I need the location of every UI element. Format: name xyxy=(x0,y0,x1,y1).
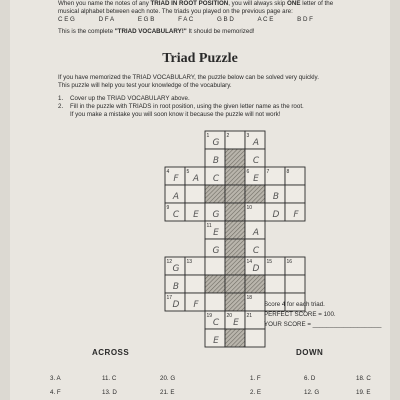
across-clue: 13. D xyxy=(102,389,117,396)
triad-item: G B D xyxy=(216,16,234,23)
grid-cell[interactable] xyxy=(245,293,265,311)
score-rule: Score 4 for each triad. xyxy=(264,301,325,308)
down-clue: 18. C xyxy=(356,375,371,382)
your-score-blank[interactable]: ____________________ xyxy=(312,321,382,328)
across-heading: ACROSS xyxy=(92,348,130,357)
grid-cell[interactable] xyxy=(205,293,225,311)
paragraph-line1: If you have memorized the TRIAD VOCABULARY, the puzzle below can be solved very quickly. xyxy=(58,74,319,81)
cell-letter: E xyxy=(213,336,219,346)
cell-number: 5 xyxy=(186,169,190,175)
grid-cell[interactable] xyxy=(285,203,305,221)
intro-line1-suffix: letter of the xyxy=(300,0,334,7)
grid-cell[interactable] xyxy=(165,275,185,293)
grid-cell[interactable] xyxy=(265,167,285,185)
grid-cell[interactable] xyxy=(205,149,225,167)
grid-cell[interactable] xyxy=(265,275,285,293)
step-text: Fill in the puzzle with TRIADS in root position, using the given letter name as the root. xyxy=(70,103,304,110)
intro-line1-bold: TRIAD IN ROOT POSITION xyxy=(150,0,229,7)
cell-number: 21 xyxy=(246,313,253,319)
across-clue: 11. C xyxy=(102,375,117,382)
grid-cell[interactable] xyxy=(245,311,265,329)
cell-number: 20 xyxy=(226,313,233,319)
grid-cell[interactable] xyxy=(165,203,185,221)
shaded-cell xyxy=(225,167,245,185)
shaded-cell xyxy=(205,275,225,293)
cell-number: 15 xyxy=(266,259,273,265)
grid-cell[interactable] xyxy=(185,167,205,185)
cell-letter: E xyxy=(253,174,259,184)
cell-letter: F xyxy=(193,300,199,310)
cell-letter: G xyxy=(172,264,180,274)
shaded-cell xyxy=(225,329,245,347)
cell-letter: F xyxy=(173,174,179,184)
grid-cell[interactable] xyxy=(245,149,265,167)
cell-number: 17 xyxy=(166,295,173,301)
grid-cell[interactable] xyxy=(245,203,265,221)
intro-line2: musical alphabet between each note. The triads you played on the previous page are: xyxy=(58,8,293,15)
step-text: If you make a mistake you will soon know it because the puzzle will not work! xyxy=(70,111,281,118)
cell-number: 19 xyxy=(206,313,213,319)
grid-cell[interactable] xyxy=(285,185,305,203)
shaded-cell xyxy=(225,293,245,311)
grid-cell[interactable] xyxy=(205,221,225,239)
across-clue: 3. A xyxy=(50,375,61,382)
vocabulary-note-bold: "TRIAD VOCABULARY!" xyxy=(114,28,187,35)
cell-letter: C xyxy=(212,174,220,184)
grid-cell[interactable] xyxy=(245,167,265,185)
cell-number: 3 xyxy=(246,133,250,139)
grid-cell[interactable] xyxy=(185,275,205,293)
triad-item: A C E xyxy=(257,16,274,23)
grid-cell[interactable] xyxy=(185,293,205,311)
shaded-cell xyxy=(245,185,265,203)
cell-letter: F xyxy=(293,210,299,220)
cell-number: 9 xyxy=(166,205,170,211)
cell-number: 8 xyxy=(286,169,290,175)
shaded-cell xyxy=(225,203,245,221)
grid-cell[interactable] xyxy=(285,257,305,275)
step-number: 1. xyxy=(58,95,64,102)
intro-line1-bold2: ONE xyxy=(287,0,301,7)
cell-letter: G xyxy=(212,138,220,148)
grid-cell[interactable] xyxy=(205,329,225,347)
cell-letter: E xyxy=(213,228,219,238)
down-clue: 1. F xyxy=(250,375,261,382)
grid-cell[interactable] xyxy=(205,203,225,221)
cell-letter: B xyxy=(212,156,220,166)
cell-letter: C xyxy=(252,246,260,256)
down-heading: DOWN xyxy=(296,348,324,357)
across-clue: 20. G xyxy=(160,375,176,382)
cell-letter: A xyxy=(252,138,260,148)
grid-cell[interactable] xyxy=(245,221,265,239)
grid-cell[interactable] xyxy=(285,167,305,185)
cell-letter: B xyxy=(172,282,180,292)
cell-letter: G xyxy=(212,246,220,256)
grid-cell[interactable] xyxy=(245,131,265,149)
grid-cell[interactable] xyxy=(205,131,225,149)
cell-number: 13 xyxy=(186,259,193,265)
grid-cell[interactable] xyxy=(245,257,265,275)
grid-cell[interactable] xyxy=(185,257,205,275)
cell-number: 11 xyxy=(206,223,212,229)
grid-cell[interactable] xyxy=(205,311,225,329)
vocabulary-note-suffix: It should be memorized! xyxy=(186,28,255,35)
down-clue: 2. E xyxy=(250,389,262,396)
across-clue: 4. F xyxy=(50,389,61,396)
grid-cell[interactable] xyxy=(165,257,185,275)
down-clue: 12. G xyxy=(304,389,320,396)
grid-cell[interactable] xyxy=(165,293,185,311)
paragraph-line2: This puzzle will help you test your knowledge of the vocabulary. xyxy=(58,82,232,89)
grid-cell[interactable] xyxy=(265,185,285,203)
grid-cell[interactable] xyxy=(185,203,205,221)
grid-cell[interactable] xyxy=(165,185,185,203)
cell-letter: A xyxy=(172,192,180,202)
step-text: Cover up the TRIAD VOCABULARY above. xyxy=(70,95,190,102)
cell-number: 1 xyxy=(206,133,210,139)
cell-letter: D xyxy=(272,210,280,220)
down-clue: 6. D xyxy=(304,375,316,382)
grid-cell[interactable] xyxy=(265,203,285,221)
cell-number: 14 xyxy=(246,259,253,265)
cell-number: 4 xyxy=(166,169,170,175)
triad-item: F A C xyxy=(178,16,194,23)
shaded-cell xyxy=(245,275,265,293)
perfect-score-value: 100. xyxy=(323,311,336,318)
perfect-score-label: PERFECT SCORE = xyxy=(264,311,322,318)
triad-item: B D F xyxy=(297,16,313,23)
grid-cell[interactable] xyxy=(165,167,185,185)
cell-letter: D xyxy=(252,264,260,274)
cell-letter: B xyxy=(272,192,280,202)
shaded-cell xyxy=(225,257,245,275)
shaded-cell xyxy=(225,185,245,203)
shaded-cell xyxy=(225,275,245,293)
grid-cell[interactable] xyxy=(185,185,205,203)
grid-cell[interactable] xyxy=(245,239,265,257)
cell-number: 16 xyxy=(286,259,293,265)
grid-cell[interactable] xyxy=(205,167,225,185)
grid-cell[interactable] xyxy=(245,329,265,347)
shaded-cell xyxy=(205,185,225,203)
shaded-cell xyxy=(225,221,245,239)
triad-item: C E G xyxy=(58,16,75,23)
your-score-label: YOUR SCORE = xyxy=(264,321,311,328)
intro-line1-mid: , you will always skip xyxy=(228,0,288,7)
grid-cell[interactable] xyxy=(225,131,245,149)
cell-number: 2 xyxy=(226,133,230,139)
cell-letter: E xyxy=(233,318,239,328)
across-clue: 21. E xyxy=(160,389,175,396)
score-box xyxy=(264,300,382,330)
grid-cell[interactable] xyxy=(285,275,305,293)
cell-letter: G xyxy=(212,210,220,220)
grid-cell[interactable] xyxy=(225,311,245,329)
cell-letter: C xyxy=(252,156,260,166)
cell-letter: D xyxy=(172,300,180,310)
triad-item: D F A xyxy=(98,16,115,23)
triad-item: E G B xyxy=(137,16,155,23)
grid-cell[interactable] xyxy=(205,239,225,257)
intro-line1-prefix: When you name the notes of any xyxy=(58,0,151,7)
cell-number: 6 xyxy=(246,169,250,175)
cell-number: 7 xyxy=(266,169,270,175)
cell-letter: E xyxy=(193,210,199,220)
cell-number: 12 xyxy=(166,259,173,265)
shaded-cell xyxy=(225,239,245,257)
down-clue: 19. E xyxy=(356,389,371,396)
grid-cell[interactable] xyxy=(205,257,225,275)
cell-letter: A xyxy=(252,228,260,238)
cell-letter: C xyxy=(212,318,220,328)
grid-cell[interactable] xyxy=(265,257,285,275)
cell-number: 18 xyxy=(246,295,253,301)
cell-number: 10 xyxy=(246,205,253,211)
cell-letter: A xyxy=(192,174,200,184)
cell-letter: C xyxy=(172,210,180,220)
step-number: 2. xyxy=(58,103,64,110)
page-title: Triad Puzzle xyxy=(162,51,238,66)
vocabulary-note-prefix: This is the complete xyxy=(58,28,115,35)
shaded-cell xyxy=(225,149,245,167)
